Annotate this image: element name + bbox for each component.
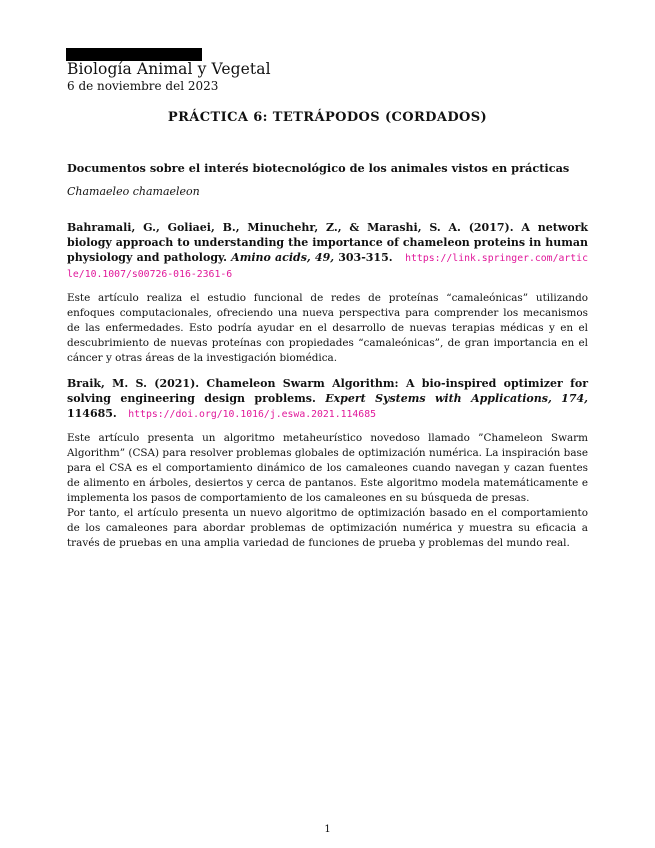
page-title: PRÁCTICA 6: TETRÁPODOS (CORDADOS)	[167, 110, 488, 125]
reference-entry-2	[67, 376, 588, 551]
reference-journal: Expert Systems with Applications, 174,	[325, 392, 588, 405]
page-number: 1	[324, 824, 331, 835]
reference-journal: Amino acids, 49,	[231, 251, 335, 264]
reference-link[interactable]: https://doi.org/10.1016/j.eswa.2021.114685	[128, 409, 376, 420]
course-name: Biología Animal y Vegetal	[67, 60, 271, 78]
reference-summary-paragraph: Este artículo presenta un algoritmo metaheurístico novedoso llamado ”Chameleon Swarm Algorithm” (CSA) para resolver problemas globales de optimización numérica. La inspiración base para el CSA es el comportamiento dinámico de los camaleones cuando navegan y cazan fuentes de alimento en árboles, desiertos y cerca de pantanos. Este algoritmo modela matemáticamente e implementa los pasos de comportamiento de los camaleones en su búsqueda de presas.	[67, 432, 588, 504]
reference-summary-paragraph: Este artículo realiza el estudio funcional de redes de proteínas “camaleónicas” utilizando enfoques computacionales, ofreciendo una nueva perspectiva para comprender los mecanismos de las enfermedades. Esto podría ayudar en el desarrollo de nuevas terapias médicas y en el descubrimiento de nuevas proteínas con propiedades “camaleónicas”, de gran importancia en el cáncer y otras áreas de la investigación biomédica.	[67, 292, 588, 364]
document-date: 6 de noviembre del 2023	[67, 79, 219, 93]
reference-pages: 114685.	[67, 407, 117, 420]
reference-authors-title: Braik, M. S. (2021). Chameleon Swarm Algorithm: A bio-inspired optimizer for solving engineering design problems.	[67, 377, 588, 405]
reference-summary-paragraph: Por tanto, el artículo presenta un nuevo algoritmo de optimización basado en el comportamiento de los camaleones para abordar problemas de optimización numérica y muestra su eficacia a través de pruebas en una amplia variedad de funciones de prueba y problemas del mundo real.	[67, 507, 588, 549]
reference-pages: 303-315.	[338, 251, 393, 264]
reference-entry-1	[67, 220, 588, 366]
reference-citation	[67, 376, 588, 422]
section-heading: Documentos sobre el interés biotecnológico de los animales vistos en prácticas	[67, 161, 570, 175]
species-name: Chamaeleo chamaeleon	[67, 185, 200, 198]
reference-link[interactable]: https://link.springer.com/article/10.1007/s00726-016-2361-6	[67, 253, 588, 280]
reference-authors-title: Bahramali, G., Goliaei, B., Minuchehr, Z., & Marashi, S. A. (2017). A network biology approach to understanding the importance of chameleon proteins in human physiology and pathology.	[67, 221, 588, 264]
reference-citation	[67, 220, 588, 282]
